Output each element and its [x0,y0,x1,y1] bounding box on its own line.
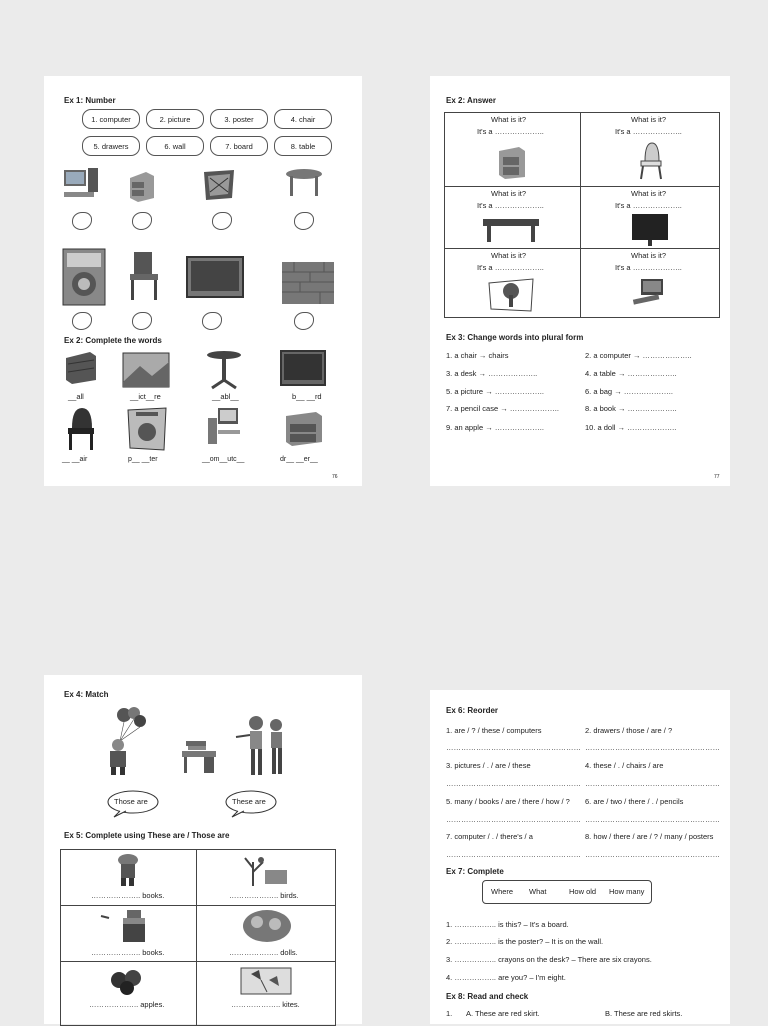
page-number: 77 [714,474,720,480]
reorder-item: 3. pictures / . / are / these [446,761,531,770]
chair-picture [64,406,98,452]
drawers-picture [282,410,326,446]
board-picture [186,256,244,298]
number-blank[interactable] [132,212,152,230]
table-picture [284,168,324,198]
word-pill: 2. picture [146,109,204,129]
answer-line[interactable]: It's a ……………….. [477,263,544,272]
ex5-answer[interactable]: ……………….. books. [91,891,165,900]
computer-picture [631,277,667,309]
ex3-title: Ex 3: Change words into plural form [446,333,584,342]
blank-word: __all [68,392,84,401]
plural-item: 3. a desk → ……………….. [446,369,538,378]
answer-line[interactable]: ……………………………………………… [446,779,581,788]
answer-line[interactable]: It's a ……………….. [477,201,544,210]
answer-table [444,112,720,318]
ex5-answer[interactable]: ……………….. kites. [231,1000,300,1009]
answer-cell [581,187,719,249]
answer-cell [445,249,581,317]
stack-of-books-picture [113,852,143,888]
word-pill: 5. drawers [82,136,140,156]
worksheet-page-78 [44,675,362,1024]
chair-picture [126,250,162,302]
question-text: What is it? [491,251,527,260]
circus-picture [62,248,106,306]
table-picture [481,215,541,245]
reorder-item: 8. how / there / are / ? / many / posters [585,832,714,841]
board-picture [280,350,326,386]
check-option-b[interactable]: B. These are red skirts. [605,1009,683,1018]
question-text: What is it? [491,189,527,198]
reorder-item: 7. computer / . / there's / a [446,832,533,841]
question-text: What is it? [631,115,667,124]
ex1-title: Ex 1: Number [64,96,116,105]
ex5-title: Ex 5: Complete using These are / Those are [64,831,230,840]
drawers-picture [497,145,527,181]
ex2-complete-title: Ex 2: Complete the words [64,336,162,345]
plural-item: 4. a table → ……………….. [585,369,677,378]
blank-word: __ict__re [130,392,161,401]
tree-picture [487,277,535,313]
plural-item: 1. a chair → chairs [446,351,509,360]
answer-cell [445,113,581,187]
complete-item[interactable]: 3. …………….. crayons on the desk? – There are six crayons. [446,955,652,964]
birds-in-tree-picture [243,852,291,888]
reorder-item: 1. are / ? / these / computers [446,726,542,735]
number-blank[interactable] [72,312,92,330]
word-pill: 3. poster [210,109,268,129]
books-on-desk-picture [97,908,157,944]
answer-line[interactable]: ……………………………………………… [585,779,720,788]
word-pill: 6. wall [146,136,204,156]
word-box-item: What [529,887,547,896]
worksheet-page-79 [430,690,730,1024]
answer-line[interactable]: It's a ……………….. [615,201,682,210]
desk-with-books-picture [180,737,220,775]
word-pill: 4. chair [274,109,332,129]
reorder-item: 5. many / books / are / there / how / ? [446,797,570,806]
answer-line[interactable]: ……………………………………………… [585,815,720,824]
ex8-title: Ex 8: Read and check [446,992,529,1001]
answer-cell [581,113,719,187]
answer-line[interactable]: It's a ……………….. [615,263,682,272]
bubble-text: Those are [114,797,148,806]
blank-word: dr__ __er__ [280,456,318,463]
word-pill: 1. computer [82,109,140,129]
check-item-number: 1. [446,1009,453,1018]
ex5-table [60,849,336,1026]
answer-line[interactable]: It's a ……………….. [615,127,682,136]
plural-item: 2. a computer → ……………….. [585,351,692,360]
blank-word: p__ __ter [128,456,158,463]
ex5-cell [61,962,197,1025]
word-pill: 7. board [210,136,268,156]
wall-picture [280,256,336,306]
number-blank[interactable] [132,312,152,330]
worksheet-page-76 [44,76,362,486]
plural-item: 7. a pencil case → ……………….. [446,404,559,413]
poster-picture [200,166,238,202]
number-blank[interactable] [212,212,232,230]
boy-with-balloons-picture [102,705,156,777]
plural-item: 5. a picture → ……………….. [446,387,544,396]
complete-item[interactable]: 1. …………….. is this? – It's a board. [446,920,569,929]
answer-line[interactable]: It's a ……………….. [477,127,544,136]
ex5-cell [61,850,197,906]
chair-picture [637,141,663,181]
ex7-title: Ex 7: Complete [446,867,504,876]
ex5-answer[interactable]: ……………….. birds. [229,891,299,900]
blank-word: __abl__ [212,392,239,401]
worksheet-page-77 [430,76,730,486]
number-blank[interactable] [72,212,92,230]
board-picture [631,213,669,247]
reorder-item: 6. are / two / there / . / pencils [585,797,684,806]
kites-picture [239,966,293,996]
number-blank[interactable] [294,212,314,230]
poster-picture [124,406,170,452]
dolls-picture [239,908,293,944]
word-box-item: Where [491,887,514,896]
check-option-a[interactable]: A. These are red skirt. [466,1009,540,1018]
word-box [482,880,652,904]
ex2-answer-title: Ex 2: Answer [446,96,496,105]
landscape-picture [122,352,170,388]
complete-item[interactable]: 4. …………….. are you? – I'm eight. [446,973,566,982]
apples-picture [107,966,147,996]
question-text: What is it? [631,189,667,198]
ex5-answer[interactable]: ……………….. books. [91,948,165,957]
plural-item: 8. a book → ……………….. [585,404,677,413]
answer-line[interactable]: ……………………………………………… [585,850,720,859]
ex5-cell [197,906,335,962]
question-text: What is it? [491,115,527,124]
reorder-item: 2. drawers / those / are / ? [585,726,673,735]
ex5-cell [197,962,335,1025]
word-box-item: How old [569,887,597,896]
ex5-answer[interactable]: ……………….. dolls. [229,948,298,957]
blank-word: __om__utc__ [202,456,245,463]
drawers-picture [126,168,156,202]
ex5-answer[interactable]: ……………….. apples. [89,1000,165,1009]
plural-item: 6. a bag → ……………….. [585,387,673,396]
answer-cell [581,249,719,317]
word-box-item: How many [609,887,645,896]
computer-picture [62,166,102,202]
ex5-cell [61,906,197,962]
wall-picture [64,350,98,386]
answer-line[interactable]: ……………………………………………… [446,850,581,859]
blank-word: b__ __rd [292,392,322,401]
number-blank[interactable] [202,312,222,330]
answer-line[interactable]: ……………………………………………… [446,743,581,752]
word-pill: 8. table [274,136,332,156]
question-text: What is it? [631,251,667,260]
children-pointing-picture [234,715,294,777]
ex6-title: Ex 6: Reorder [446,706,499,715]
answer-line[interactable]: ……………………………………………… [585,743,720,752]
blank-word: __ __air [62,456,88,463]
computer-picture [206,406,244,448]
number-blank[interactable] [294,312,314,330]
answer-cell [445,187,581,249]
ex4-title: Ex 4: Match [64,690,109,699]
bubble-text: These are [232,797,266,806]
ex5-cell [197,850,335,906]
page-number: 76 [332,474,338,480]
plural-item: 9. an apple → ……………….. [446,423,544,432]
plural-item: 10. a doll → ……………….. [585,423,677,432]
table-picture [204,350,244,390]
reorder-item: 4. these / . / chairs / are [585,761,664,770]
answer-line[interactable]: ……………………………………………… [446,815,581,824]
complete-item[interactable]: 2. …………….. is the poster? – It is on the wall. [446,937,604,946]
